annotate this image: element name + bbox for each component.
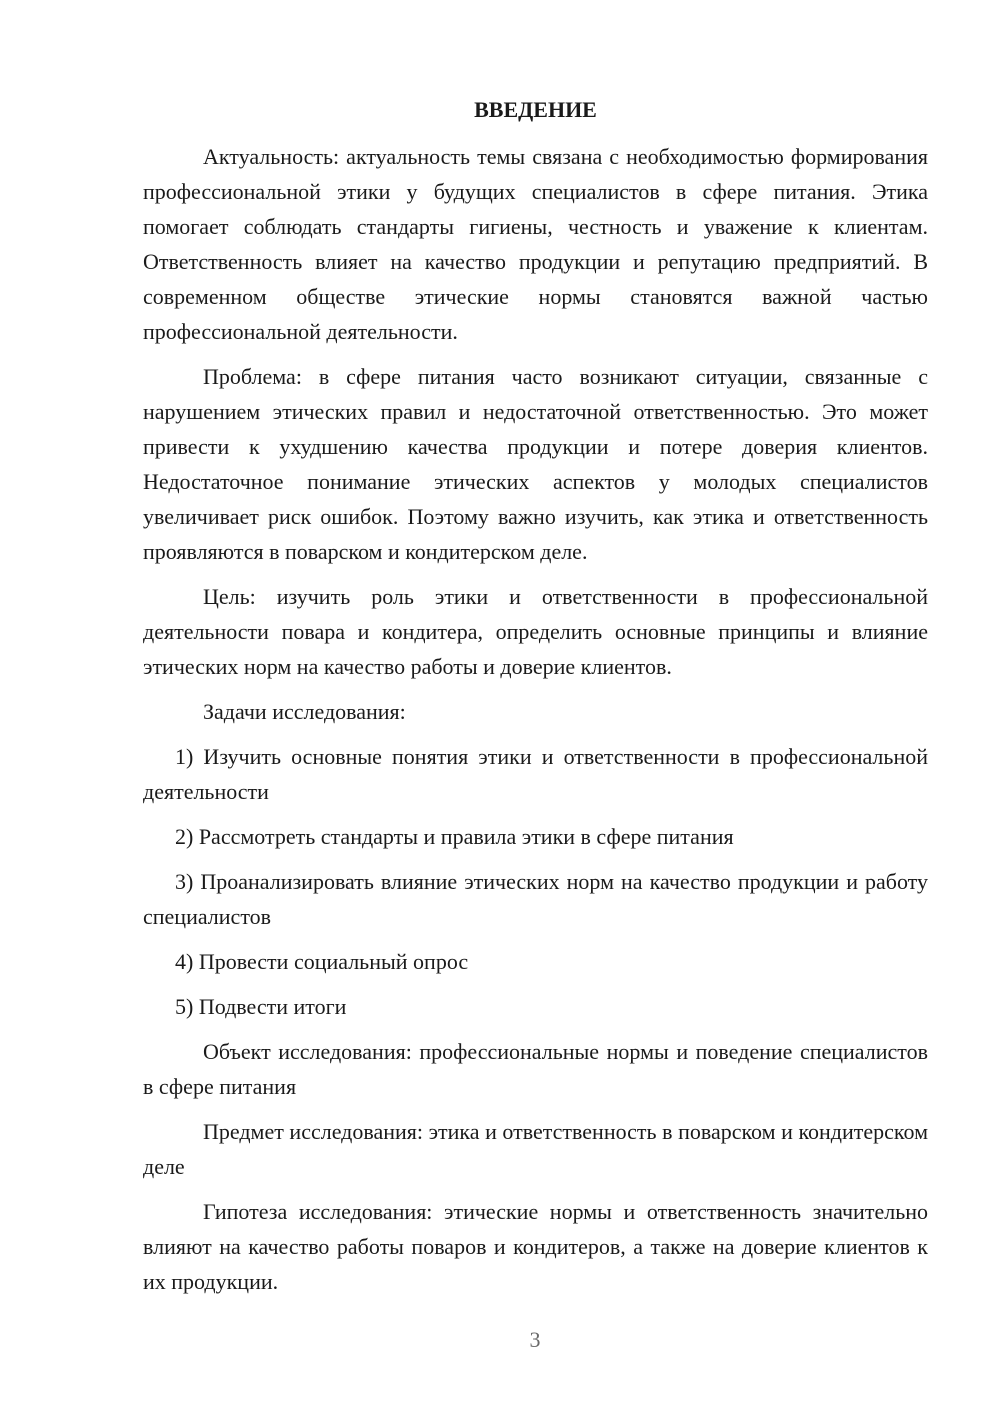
- task-item: 2) Рассмотреть стандарты и правила этики в сфере питания: [175, 824, 734, 849]
- task-item: 5) Подвести итоги: [175, 994, 347, 1019]
- subject-paragraph: Предмет исследования: этика и ответственность в поварском и кондитерском деле: [143, 1119, 928, 1179]
- task-item: 3) Проанализировать влияние этических норм на качество продукции и работу специалистов: [143, 869, 928, 929]
- task-item: 4) Провести социальный опрос: [175, 949, 469, 974]
- page-number: 3: [529, 1327, 541, 1352]
- goal-paragraph: Цель: изучить роль этики и ответственности в профессиональной деятельности повара и кондитера, определить основные принципы и влияние этических норм на качество работы и доверие клиентов.: [143, 584, 928, 679]
- object-paragraph: Объект исследования: профессиональные нормы и поведение специалистов в сфере питания: [143, 1039, 928, 1099]
- tasks-heading: Задачи исследования:: [203, 699, 406, 724]
- hypothesis-paragraph: Гипотеза исследования: этические нормы и ответственность значительно влияют на качество работы поваров и кондитеров, а также на доверие клиентов к их продукции.: [143, 1199, 928, 1294]
- problem-paragraph: Проблема: в сфере питания часто возникают ситуации, связанные с нарушением этических правил и недостаточной ответственностью. Это может привести к ухудшению качества продукции и потере доверия клиентов. Недостаточное понимание этических аспектов у молодых специалистов увеличивает риск ошибок. Поэтому важно изучить, как этика и ответственность проявляются в поварском и кондитерском деле.: [143, 364, 928, 564]
- page-title: ВВЕДЕНИЕ: [474, 97, 597, 122]
- task-item: 1) Изучить основные понятия этики и ответственности в профессиональной деятельности: [143, 744, 928, 804]
- document-page: [143, 92, 928, 1299]
- relevance-paragraph: Актуальность: актуальность темы связана с необходимостью формирования профессиональной этики у будущих специалистов в сфере питания. Этика помогает соблюдать стандарты гигиены, честность и уважение к клиентам. Ответственность влияет на качество продукции и репутацию предприятий. В современном обществе этические нормы становятся важной частью профессиональной деятельности.: [143, 144, 928, 344]
